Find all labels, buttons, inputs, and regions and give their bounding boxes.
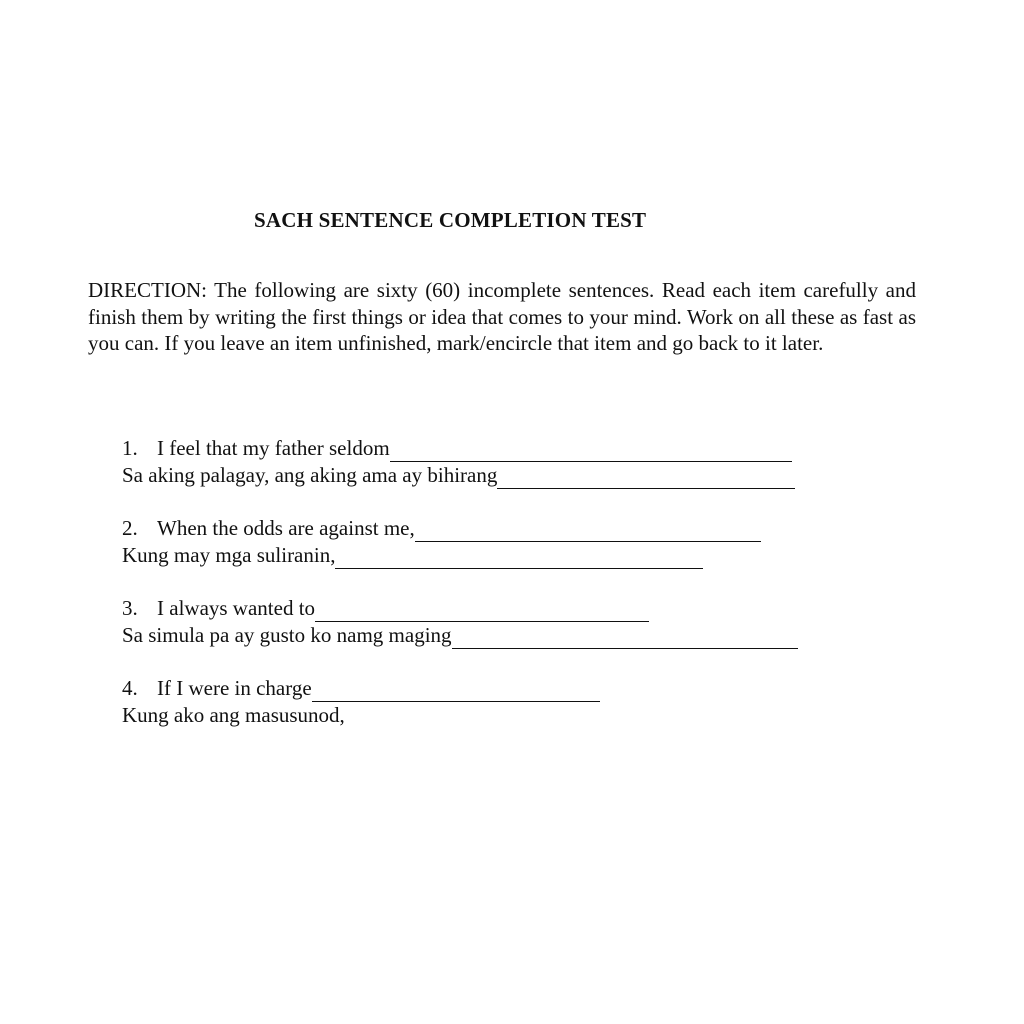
item-prompt-english: If I were in charge: [157, 676, 312, 700]
item-prompt-filipino: Sa simula pa ay gusto ko namg maging: [122, 623, 452, 647]
answer-blank[interactable]: [452, 627, 798, 649]
item-filipino-line: [122, 542, 902, 569]
item-prompt-filipino: Kung may mga suliranin,: [122, 543, 336, 567]
page-title: SACH SENTENCE COMPLETION TEST: [254, 208, 647, 232]
item-prompt-filipino: Kung ako ang masusunod,: [122, 703, 345, 727]
item-filipino-line: [122, 702, 902, 729]
answer-blank[interactable]: [415, 520, 761, 542]
item-number: 1.: [122, 436, 138, 460]
list-item: [122, 515, 902, 569]
answer-blank[interactable]: [335, 547, 703, 569]
item-prompt-english: When the odds are against me,: [157, 516, 415, 540]
item-prompt-english: I always wanted to: [157, 596, 316, 620]
answer-blank[interactable]: [497, 467, 795, 489]
list-item: [122, 595, 902, 649]
list-item: [122, 675, 902, 729]
item-english-line: [122, 515, 902, 542]
sentence-items-list: [122, 435, 902, 727]
item-number: 3.: [122, 596, 138, 620]
answer-blank[interactable]: [390, 440, 792, 462]
answer-blank[interactable]: [312, 680, 600, 702]
direction-paragraph: DIRECTION: The following are sixty (60) incomplete sentences. Read each item carefully and finish them by writing the first things or idea that comes to your mind. Work on all these as fast as you can. If you leave an item unfinished, mark/encircle that item and go back to it later.: [88, 278, 916, 355]
item-filipino-line: [122, 462, 902, 489]
answer-blank[interactable]: [315, 600, 649, 622]
item-english-line: [122, 595, 902, 622]
list-item: [122, 435, 902, 489]
item-filipino-line: [122, 622, 902, 649]
item-english-line: [122, 675, 902, 702]
item-number: 2.: [122, 516, 138, 540]
item-prompt-english: I feel that my father seldom: [157, 436, 390, 460]
item-number: 4.: [122, 676, 138, 700]
item-prompt-filipino: Sa aking palagay, ang aking ama ay bihirang: [122, 463, 498, 487]
item-english-line: [122, 435, 902, 462]
